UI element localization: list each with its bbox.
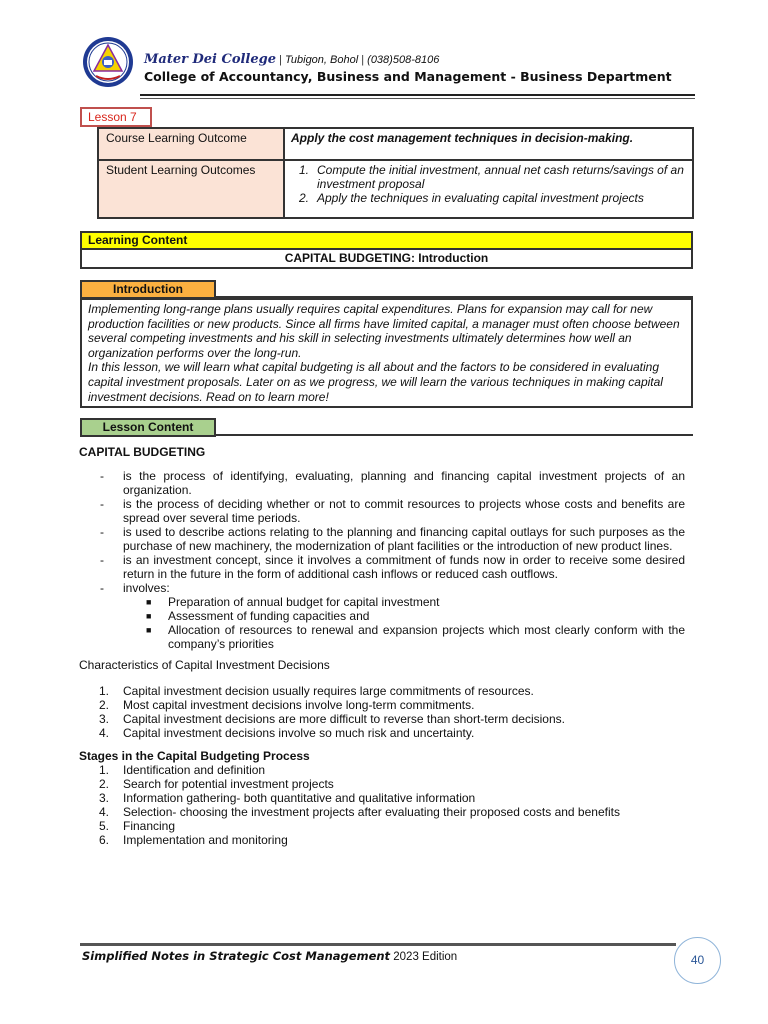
stages-list: [79, 763, 685, 847]
list-item: 3. Capital investment decisions are more difficult to reverse than short-term decisions.: [99, 712, 565, 726]
square-bullet-icon: ■: [146, 597, 152, 607]
department-name: College of Accountancy, Business and Management - Business Department: [144, 69, 672, 84]
book-title: Simplified Notes in Strategic Cost Management: [82, 949, 391, 963]
college-seal-icon: [82, 36, 134, 88]
lesson-content-label: Lesson Content: [80, 418, 216, 437]
involves-list: [79, 595, 685, 651]
header-divider-thin: [140, 98, 695, 99]
intro-paragraph: In this lesson, we will learn what capital budgeting is all about and the factors to be considered in evaluating capital investment proposals. Later on as we progress, we will learn the various techniques in making capital investment decisions. Read on to learn more!: [88, 360, 663, 404]
intro-paragraph: Implementing long-range plans usually requires capital expenditures. Plans for expansion may call for new production facilities or new products. Since all firms have limited capital, a manager must often choose between several competing investments and his skill in selecting investments ultimately determines how well an organization performs over the long-run.: [88, 302, 680, 360]
separator: |: [361, 54, 365, 66]
list-item: 4. Capital investment decisions involve so much risk and uncertainty.: [99, 726, 475, 740]
footer-text: [82, 949, 457, 963]
list-item: - is an investment concept, since it involves a commitment of funds now in order to receive some desired return in the future in the form of additional cash inflows or reduced cash outflows.: [100, 553, 685, 581]
introduction-box: [80, 298, 693, 408]
slo-label: Student Learning Outcomes: [98, 160, 284, 218]
table-row: [98, 160, 693, 218]
definition-list: [79, 469, 685, 595]
list-item: - is the process of identifying, evaluating, planning and financing capital investment projects of an organization.: [100, 469, 685, 497]
list-item: 1. Compute the initial investment, annual net cash returns/savings of an investment proposal: [299, 163, 684, 191]
book-edition: 2023 Edition: [393, 951, 458, 963]
college-info-line: [144, 52, 439, 67]
list-item: 4. Selection- choosing the investment projects after evaluating their proposed costs and benefits: [99, 805, 620, 819]
list-item: ■ Preparation of annual budget for capital investment: [146, 595, 440, 609]
list-item: 2. Apply the techniques in evaluating capital investment projects: [299, 191, 644, 205]
list-item: ■ Assessment of funding capacities and: [146, 609, 370, 623]
section-heading: CAPITAL BUDGETING: [79, 445, 206, 459]
lesson-number-tag: Lesson 7: [80, 107, 152, 127]
list-item: 5. Financing: [99, 819, 176, 833]
college-name: Mater Dei College: [144, 52, 276, 67]
list-item: - is the process of deciding whether or not to commit resources to projects whose costs and benefits are spread over several time periods.: [100, 497, 685, 525]
list-item: 1. Capital investment decision usually requires large commitments of resources.: [99, 684, 534, 698]
list-item: - involves:: [100, 581, 170, 595]
separator: |: [279, 54, 282, 66]
slo-value: [284, 160, 693, 218]
footer-divider: [80, 943, 676, 946]
clo-label: Course Learning Outcome: [98, 128, 284, 160]
characteristics-heading: Characteristics of Capital Investment Decisions: [79, 658, 330, 672]
slo-list: [291, 163, 688, 205]
table-row: [98, 128, 693, 160]
clo-value: Apply the cost management techniques in decision-making.: [284, 128, 693, 160]
square-bullet-icon: ■: [146, 625, 152, 635]
list-item: 2. Search for potential investment projects: [99, 777, 334, 791]
list-item: 1. Identification and definition: [99, 763, 266, 777]
college-location: Tubigon, Bohol: [284, 54, 359, 66]
page-header: [80, 32, 695, 96]
learning-outcomes-table: [97, 127, 694, 219]
lesson-title: CAPITAL BUDGETING: Introduction: [80, 250, 693, 269]
list-item: 3. Information gathering- both quantitative and qualitative information: [99, 791, 476, 805]
section-divider: [216, 434, 693, 436]
list-item: 2. Most capital investment decisions involve long-term commitments.: [99, 698, 475, 712]
list-item: - is used to describe actions relating to the planning and financing capital outlays for such purposes as the purchase of new machinery, the modernization of plant facilities or the introduction of new product lines.: [100, 525, 685, 553]
learning-content-label: Learning Content: [80, 231, 693, 250]
list-item: ■ Allocation of resources to renewal and expansion projects which most clearly conform with the company’s priorities: [146, 623, 685, 651]
stages-heading: Stages in the Capital Budgeting Process: [79, 749, 310, 763]
characteristics-list: [79, 684, 685, 740]
lesson-body: [79, 445, 685, 847]
page-number: 40: [674, 937, 721, 984]
college-phone: (038)508-8106: [367, 54, 440, 66]
list-item: 6. Implementation and monitoring: [99, 833, 288, 847]
header-divider: [140, 94, 695, 96]
square-bullet-icon: ■: [146, 611, 152, 621]
introduction-label: Introduction: [80, 280, 216, 299]
